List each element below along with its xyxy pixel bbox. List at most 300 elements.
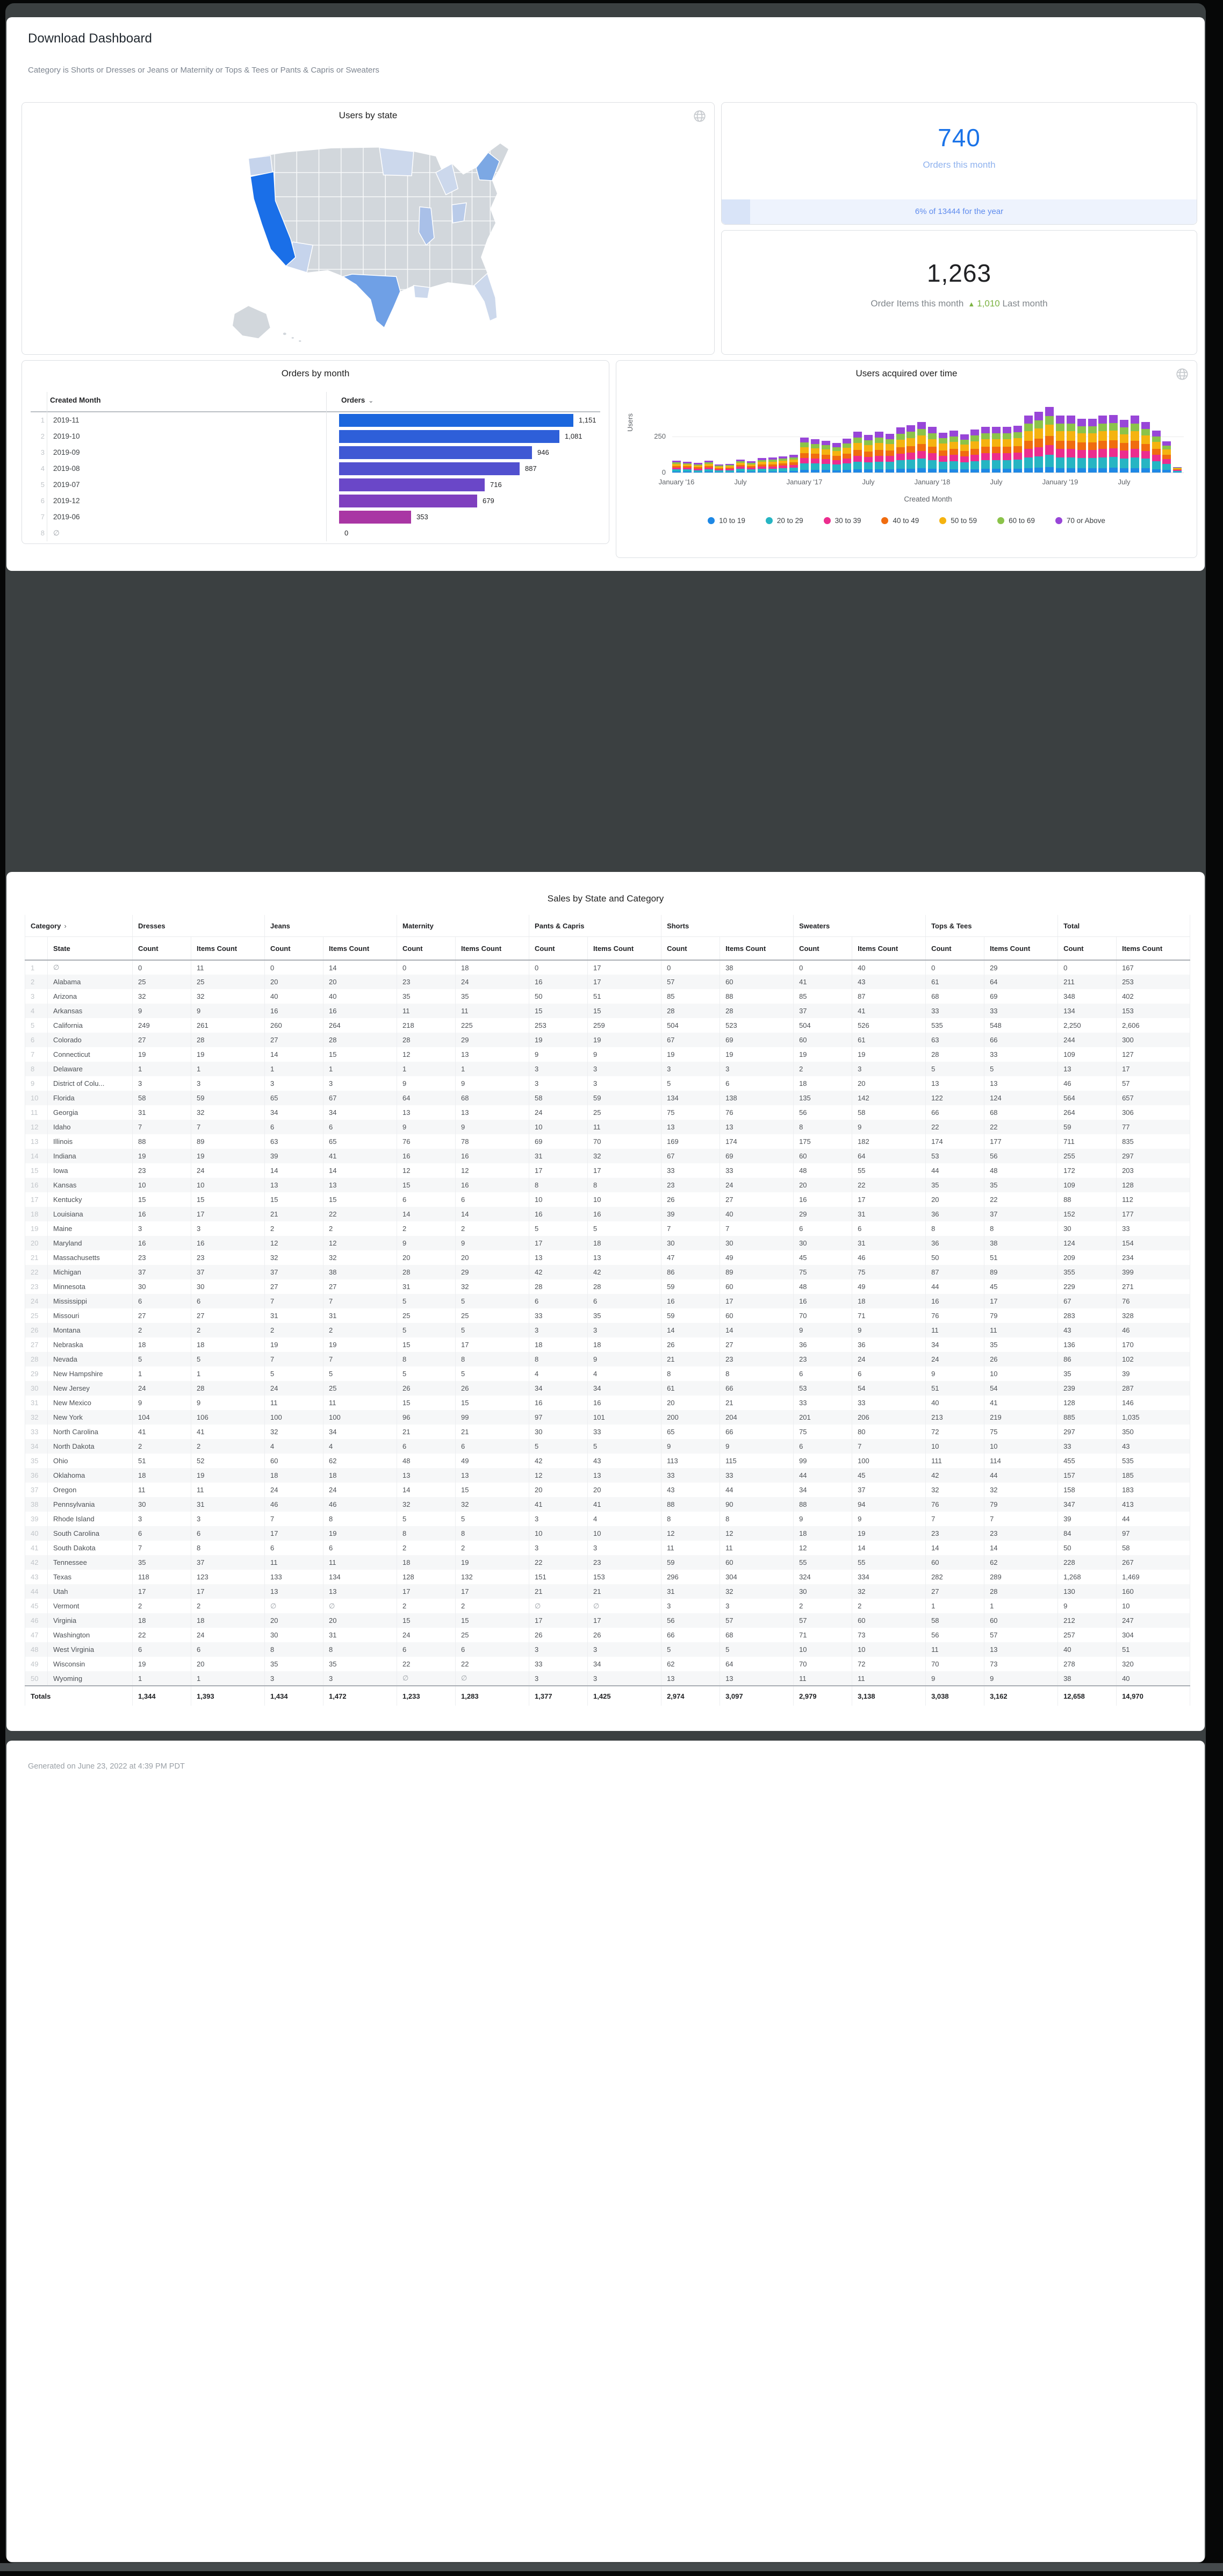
value-cell[interactable]: 14 (661, 1323, 720, 1337)
value-cell[interactable]: 33 (1117, 1221, 1190, 1236)
value-cell[interactable]: 14 (926, 1541, 984, 1555)
value-cell[interactable]: 20 (397, 1250, 456, 1265)
value-cell[interactable]: 35 (926, 1178, 984, 1192)
value-cell[interactable]: 10 (191, 1178, 265, 1192)
value-cell[interactable]: 6 (794, 1439, 852, 1454)
value-cell[interactable]: 41 (323, 1149, 397, 1163)
value-cell[interactable]: 19 (852, 1526, 926, 1541)
value-cell[interactable]: 6 (133, 1642, 191, 1657)
value-cell[interactable]: 15 (456, 1613, 529, 1628)
value-cell[interactable]: 28 (588, 1279, 661, 1294)
state-cell[interactable]: Ohio (48, 1454, 133, 1468)
value-cell[interactable]: 32 (456, 1497, 529, 1512)
stacked-bar-2017-05[interactable] (843, 439, 851, 473)
value-cell[interactable]: 24 (456, 975, 529, 989)
value-cell[interactable]: 4 (323, 1439, 397, 1454)
stacked-bar-2018-08[interactable] (1003, 427, 1011, 473)
value-cell[interactable]: 44 (720, 1483, 794, 1497)
value-cell[interactable]: 14 (323, 1163, 397, 1178)
stacked-bar-2017-07[interactable] (864, 435, 873, 473)
value-cell[interactable]: 3 (529, 1512, 588, 1526)
value-cell[interactable]: 306 (1117, 1105, 1190, 1120)
value-cell[interactable]: 304 (720, 1570, 794, 1584)
value-cell[interactable]: 46 (265, 1497, 323, 1512)
value-cell[interactable]: 13 (720, 1120, 794, 1134)
value-cell[interactable]: 183 (1117, 1483, 1190, 1497)
value-cell[interactable]: 23 (794, 1352, 852, 1366)
value-cell[interactable]: 6 (397, 1439, 456, 1454)
value-cell[interactable]: 23 (661, 1178, 720, 1192)
value-cell[interactable]: 40 (1058, 1642, 1117, 1657)
value-cell[interactable]: 9 (191, 1004, 265, 1018)
value-cell[interactable]: 34 (794, 1483, 852, 1497)
value-cell[interactable]: 15 (133, 1192, 191, 1207)
state-header[interactable]: State (48, 937, 133, 961)
value-cell[interactable]: 79 (984, 1497, 1058, 1512)
value-cell[interactable]: 34 (588, 1657, 661, 1671)
value-cell[interactable]: 50 (1058, 1541, 1117, 1555)
value-cell[interactable]: 2 (133, 1599, 191, 1613)
value-cell[interactable]: 63 (265, 1134, 323, 1149)
value-cell[interactable]: 174 (926, 1134, 984, 1149)
value-cell[interactable]: 9 (133, 1396, 191, 1410)
value-cell[interactable]: 142 (852, 1091, 926, 1105)
stacked-bar-2017-08[interactable] (875, 432, 883, 473)
legend-item[interactable] (708, 517, 745, 525)
created-month-cell[interactable]: ∅ (53, 529, 60, 537)
group-header-Total[interactable]: Total (1058, 915, 1190, 937)
value-cell[interactable]: 32 (323, 1250, 397, 1265)
value-cell[interactable]: 20 (323, 1613, 397, 1628)
value-cell[interactable]: 8 (720, 1366, 794, 1381)
value-cell[interactable]: 133 (265, 1570, 323, 1584)
value-cell[interactable]: 15 (323, 1047, 397, 1062)
value-cell[interactable]: 102 (1117, 1352, 1190, 1366)
value-cell[interactable]: 8 (397, 1352, 456, 1366)
value-cell[interactable]: 22 (926, 1120, 984, 1134)
value-cell[interactable]: 29 (984, 960, 1058, 975)
dresses-items-count-header[interactable]: Items Count (191, 937, 265, 961)
value-cell[interactable]: 14 (265, 1163, 323, 1178)
value-cell[interactable]: 28 (926, 1047, 984, 1062)
value-cell[interactable]: 134 (1058, 1004, 1117, 1018)
value-cell[interactable]: 328 (1117, 1308, 1190, 1323)
value-cell[interactable]: 5 (397, 1366, 456, 1381)
legend-item[interactable] (1055, 517, 1105, 525)
value-cell[interactable]: 14 (397, 1483, 456, 1497)
value-cell[interactable]: 20 (926, 1192, 984, 1207)
stacked-bar-2017-03[interactable] (822, 441, 830, 473)
value-cell[interactable]: 10 (984, 1366, 1058, 1381)
value-cell[interactable]: 13 (926, 1076, 984, 1091)
value-cell[interactable]: 11 (720, 1541, 794, 1555)
value-cell[interactable]: 0 (926, 960, 984, 975)
value-cell[interactable]: 99 (456, 1410, 529, 1425)
value-cell[interactable]: 7 (133, 1120, 191, 1134)
value-cell[interactable]: 31 (852, 1207, 926, 1221)
value-cell[interactable]: 151 (529, 1570, 588, 1584)
value-cell[interactable]: 6 (794, 1221, 852, 1236)
value-cell[interactable]: 175 (794, 1134, 852, 1149)
state-cell[interactable]: Oklahoma (48, 1468, 133, 1483)
value-cell[interactable]: 3 (588, 1062, 661, 1076)
value-cell[interactable]: ∅ (323, 1599, 397, 1613)
stacked-bar-2016-07[interactable] (736, 460, 745, 473)
value-cell[interactable]: 22 (852, 1178, 926, 1192)
value-cell[interactable]: 504 (794, 1018, 852, 1033)
value-cell[interactable]: 8 (191, 1541, 265, 1555)
value-cell[interactable]: 66 (720, 1425, 794, 1439)
value-cell[interactable]: 28 (323, 1033, 397, 1047)
value-cell[interactable]: 5 (529, 1221, 588, 1236)
value-cell[interactable]: 112 (1117, 1192, 1190, 1207)
value-cell[interactable]: 5 (133, 1352, 191, 1366)
value-cell[interactable]: 5 (661, 1642, 720, 1657)
value-cell[interactable]: 19 (133, 1047, 191, 1062)
value-cell[interactable]: 6 (265, 1541, 323, 1555)
value-cell[interactable]: 96 (397, 1410, 456, 1425)
value-cell[interactable]: 0 (661, 960, 720, 975)
created-month-cell[interactable]: 2019-12 (53, 497, 80, 505)
state-alaska[interactable] (232, 306, 270, 339)
value-cell[interactable]: 1 (191, 1062, 265, 1076)
value-cell[interactable]: 33 (984, 1004, 1058, 1018)
value-cell[interactable]: 3 (661, 1062, 720, 1076)
value-cell[interactable]: 5 (456, 1512, 529, 1526)
value-cell[interactable]: 27 (265, 1279, 323, 1294)
value-cell[interactable]: 20 (588, 1483, 661, 1497)
value-cell[interactable]: 90 (720, 1497, 794, 1512)
value-cell[interactable]: 27 (133, 1308, 191, 1323)
value-cell[interactable]: 38 (984, 1236, 1058, 1250)
value-cell[interactable]: 24 (265, 1483, 323, 1497)
value-cell[interactable]: 10 (529, 1192, 588, 1207)
value-cell[interactable]: 32 (265, 1250, 323, 1265)
value-cell[interactable]: 37 (265, 1265, 323, 1279)
value-cell[interactable]: 657 (1117, 1091, 1190, 1105)
value-cell[interactable]: 104 (133, 1410, 191, 1425)
value-cell[interactable]: 60 (720, 975, 794, 989)
value-cell[interactable]: 19 (794, 1047, 852, 1062)
value-cell[interactable]: 10 (588, 1526, 661, 1541)
value-cell[interactable]: 28 (397, 1265, 456, 1279)
value-cell[interactable]: 535 (1117, 1454, 1190, 1468)
value-cell[interactable]: 3 (265, 1671, 323, 1686)
value-cell[interactable]: 835 (1117, 1134, 1190, 1149)
value-cell[interactable]: 76 (926, 1308, 984, 1323)
value-cell[interactable]: 24 (265, 1381, 323, 1396)
value-cell[interactable]: 31 (397, 1279, 456, 1294)
value-cell[interactable]: 22 (456, 1657, 529, 1671)
value-cell[interactable]: 152 (1058, 1207, 1117, 1221)
value-cell[interactable]: 9 (529, 1047, 588, 1062)
value-cell[interactable]: 17 (191, 1584, 265, 1599)
group-header-Shorts[interactable]: Shorts (661, 915, 794, 937)
value-cell[interactable]: ∅ (588, 1599, 661, 1613)
value-cell[interactable]: 282 (926, 1570, 984, 1584)
stacked-bar-2016-03[interactable] (694, 463, 702, 473)
value-cell[interactable]: 31 (529, 1149, 588, 1163)
value-cell[interactable]: 37 (133, 1265, 191, 1279)
value-cell[interactable]: 12 (456, 1163, 529, 1178)
value-cell[interactable]: 157 (1058, 1468, 1117, 1483)
value-cell[interactable]: 77 (1117, 1120, 1190, 1134)
value-cell[interactable]: 43 (1058, 1323, 1117, 1337)
value-cell[interactable]: 3 (529, 1671, 588, 1686)
value-cell[interactable]: 9 (397, 1120, 456, 1134)
value-cell[interactable]: 33 (529, 1308, 588, 1323)
value-cell[interactable]: 174 (720, 1134, 794, 1149)
pants-capris-items-count-header[interactable]: Items Count (588, 937, 661, 961)
value-cell[interactable]: 40 (720, 1207, 794, 1221)
state-cell[interactable]: Kentucky (48, 1192, 133, 1207)
stacked-bar-2016-11[interactable] (779, 456, 787, 473)
value-cell[interactable]: 17 (265, 1526, 323, 1541)
value-cell[interactable]: 71 (852, 1308, 926, 1323)
value-cell[interactable]: 35 (133, 1555, 191, 1570)
value-cell[interactable]: 17 (456, 1584, 529, 1599)
state-cell[interactable]: Michigan (48, 1265, 133, 1279)
value-cell[interactable]: 6 (852, 1366, 926, 1381)
value-cell[interactable]: 27 (720, 1337, 794, 1352)
created-month-cell[interactable]: 2019-11 (53, 416, 80, 424)
state-cell[interactable]: South Dakota (48, 1541, 133, 1555)
value-cell[interactable]: 30 (1058, 1221, 1117, 1236)
state-cell[interactable]: Florida (48, 1091, 133, 1105)
value-cell[interactable]: 20 (852, 1076, 926, 1091)
state-cell[interactable]: Missouri (48, 1308, 133, 1323)
value-cell[interactable]: 32 (191, 1105, 265, 1120)
value-cell[interactable]: 4 (265, 1439, 323, 1454)
value-cell[interactable]: 17 (984, 1294, 1058, 1308)
value-cell[interactable]: 1 (456, 1062, 529, 1076)
value-cell[interactable]: 19 (133, 1149, 191, 1163)
value-cell[interactable]: 128 (1117, 1178, 1190, 1192)
value-cell[interactable]: 27 (720, 1192, 794, 1207)
orders-bar[interactable] (339, 478, 485, 491)
stacked-bar-2018-10[interactable] (1024, 416, 1033, 473)
value-cell[interactable]: 12 (323, 1236, 397, 1250)
value-cell[interactable]: 7 (265, 1352, 323, 1366)
value-cell[interactable]: 59 (661, 1555, 720, 1570)
value-cell[interactable]: 9 (794, 1512, 852, 1526)
value-cell[interactable]: 6 (456, 1192, 529, 1207)
value-cell[interactable]: 20 (323, 975, 397, 989)
value-cell[interactable]: 60 (852, 1613, 926, 1628)
value-cell[interactable]: 31 (133, 1105, 191, 1120)
value-cell[interactable]: 6 (529, 1294, 588, 1308)
sweaters-items-count-header[interactable]: Items Count (852, 937, 926, 961)
value-cell[interactable]: 58 (926, 1613, 984, 1628)
value-cell[interactable]: 86 (661, 1265, 720, 1279)
value-cell[interactable]: 41 (529, 1497, 588, 1512)
value-cell[interactable]: 21 (529, 1584, 588, 1599)
value-cell[interactable]: 66 (661, 1628, 720, 1642)
value-cell[interactable]: 135 (794, 1091, 852, 1105)
value-cell[interactable]: 25 (323, 1381, 397, 1396)
state-cell[interactable]: Pennsylvania (48, 1497, 133, 1512)
value-cell[interactable]: 13 (661, 1671, 720, 1686)
value-cell[interactable]: 54 (852, 1381, 926, 1396)
value-cell[interactable]: 46 (323, 1497, 397, 1512)
value-cell[interactable]: 11 (456, 1004, 529, 1018)
value-cell[interactable]: 33 (1058, 1439, 1117, 1454)
value-cell[interactable]: 35 (456, 989, 529, 1004)
value-cell[interactable]: 21 (265, 1207, 323, 1221)
value-cell[interactable]: 75 (661, 1105, 720, 1120)
value-cell[interactable]: 57 (1117, 1076, 1190, 1091)
value-cell[interactable]: 15 (397, 1613, 456, 1628)
value-cell[interactable]: 33 (661, 1468, 720, 1483)
value-cell[interactable]: 1,469 (1117, 1570, 1190, 1584)
value-cell[interactable]: 7 (191, 1120, 265, 1134)
value-cell[interactable]: 30 (133, 1279, 191, 1294)
value-cell[interactable]: 33 (588, 1425, 661, 1439)
value-cell[interactable]: 13 (456, 1468, 529, 1483)
value-cell[interactable]: 5 (323, 1366, 397, 1381)
value-cell[interactable]: 8 (529, 1352, 588, 1366)
value-cell[interactable]: 2 (323, 1323, 397, 1337)
state-louisiana[interactable] (414, 285, 430, 298)
value-cell[interactable]: 234 (1117, 1250, 1190, 1265)
value-cell[interactable]: 106 (191, 1410, 265, 1425)
value-cell[interactable]: 31 (323, 1628, 397, 1642)
value-cell[interactable]: 2 (133, 1439, 191, 1454)
value-cell[interactable]: 43 (661, 1483, 720, 1497)
value-cell[interactable]: 55 (852, 1555, 926, 1570)
value-cell[interactable]: 13 (323, 1178, 397, 1192)
value-cell[interactable]: 28 (397, 1033, 456, 1047)
value-cell[interactable]: 33 (794, 1396, 852, 1410)
value-cell[interactable]: 37 (984, 1207, 1058, 1221)
stacked-bar-2016-12[interactable] (789, 455, 798, 473)
value-cell[interactable]: 26 (397, 1381, 456, 1396)
value-cell[interactable]: 16 (323, 1004, 397, 1018)
value-cell[interactable]: 25 (588, 1105, 661, 1120)
sweaters-count-header[interactable]: Count (794, 937, 852, 961)
value-cell[interactable]: 75 (852, 1265, 926, 1279)
value-cell[interactable]: 6 (397, 1642, 456, 1657)
value-cell[interactable]: 11 (926, 1642, 984, 1657)
value-cell[interactable]: 3 (720, 1062, 794, 1076)
value-cell[interactable]: 32 (456, 1279, 529, 1294)
value-cell[interactable]: 1 (133, 1366, 191, 1381)
value-cell[interactable]: 11 (397, 1004, 456, 1018)
state-cell[interactable]: New York (48, 1410, 133, 1425)
value-cell[interactable]: 23 (133, 1163, 191, 1178)
value-cell[interactable]: 7 (852, 1439, 926, 1454)
value-cell[interactable]: 9 (720, 1439, 794, 1454)
value-cell[interactable]: 5 (720, 1642, 794, 1657)
value-cell[interactable]: 3 (588, 1076, 661, 1091)
value-cell[interactable]: 114 (984, 1454, 1058, 1468)
value-cell[interactable]: 2 (191, 1323, 265, 1337)
value-cell[interactable]: 32 (852, 1584, 926, 1599)
state-cell[interactable]: New Jersey (48, 1381, 133, 1396)
value-cell[interactable]: ∅ (529, 1599, 588, 1613)
value-cell[interactable]: 41 (133, 1425, 191, 1439)
value-cell[interactable]: 18 (265, 1468, 323, 1483)
value-cell[interactable]: 41 (852, 1004, 926, 1018)
group-header-Maternity[interactable]: Maternity (397, 915, 529, 937)
value-cell[interactable]: 118 (133, 1570, 191, 1584)
created-month-cell[interactable]: 2019-09 (53, 448, 80, 456)
total-count-header[interactable]: Count (1058, 937, 1117, 961)
value-cell[interactable]: 36 (794, 1337, 852, 1352)
state-cell[interactable]: Maine (48, 1221, 133, 1236)
value-cell[interactable]: 17 (529, 1613, 588, 1628)
stacked-bar-2017-04[interactable] (832, 443, 841, 473)
stacked-bar-2017-01[interactable] (800, 438, 809, 473)
value-cell[interactable]: 22 (133, 1628, 191, 1642)
value-cell[interactable]: 41 (588, 1497, 661, 1512)
value-cell[interactable]: 16 (133, 1207, 191, 1221)
value-cell[interactable]: 70 (794, 1308, 852, 1323)
value-cell[interactable]: 115 (720, 1454, 794, 1468)
value-cell[interactable]: 17 (397, 1584, 456, 1599)
orders-bar[interactable] (339, 430, 559, 443)
value-cell[interactable]: 2 (456, 1221, 529, 1236)
value-cell[interactable]: 564 (1058, 1091, 1117, 1105)
stacked-bar-2019-06[interactable] (1109, 415, 1118, 473)
value-cell[interactable]: 264 (1058, 1105, 1117, 1120)
value-cell[interactable]: 19 (323, 1526, 397, 1541)
state-cell[interactable]: Georgia (48, 1105, 133, 1120)
group-header-Pants & Capris[interactable]: Pants & Capris (529, 915, 661, 937)
value-cell[interactable]: 23 (588, 1555, 661, 1570)
value-cell[interactable]: 6 (191, 1642, 265, 1657)
value-cell[interactable]: 32 (984, 1483, 1058, 1497)
value-cell[interactable]: 260 (265, 1018, 323, 1033)
value-cell[interactable]: 32 (588, 1149, 661, 1163)
value-cell[interactable]: 39 (265, 1149, 323, 1163)
value-cell[interactable]: 24 (529, 1105, 588, 1120)
value-cell[interactable]: 88 (661, 1497, 720, 1512)
value-cell[interactable]: 4 (588, 1366, 661, 1381)
value-cell[interactable]: 28 (661, 1004, 720, 1018)
value-cell[interactable]: 3 (529, 1541, 588, 1555)
stacked-bar-2016-09[interactable] (758, 458, 766, 473)
value-cell[interactable]: 70 (926, 1657, 984, 1671)
value-cell[interactable]: 17 (588, 1613, 661, 1628)
value-cell[interactable]: 21 (661, 1352, 720, 1366)
legend-item[interactable] (766, 517, 803, 525)
value-cell[interactable]: 43 (1117, 1439, 1190, 1454)
value-cell[interactable]: 402 (1117, 989, 1190, 1004)
value-cell[interactable]: 61 (926, 975, 984, 989)
value-cell[interactable]: 0 (133, 960, 191, 975)
value-cell[interactable]: 60 (926, 1555, 984, 1570)
value-cell[interactable]: 1 (191, 1671, 265, 1686)
value-cell[interactable]: 253 (529, 1018, 588, 1033)
value-cell[interactable]: 229 (1058, 1279, 1117, 1294)
value-cell[interactable]: 24 (191, 1163, 265, 1178)
value-cell[interactable]: 249 (133, 1018, 191, 1033)
value-cell[interactable]: 7 (133, 1541, 191, 1555)
value-cell[interactable]: 19 (191, 1047, 265, 1062)
value-cell[interactable]: 5 (265, 1366, 323, 1381)
value-cell[interactable]: 11 (926, 1323, 984, 1337)
value-cell[interactable]: 76 (720, 1105, 794, 1120)
value-cell[interactable]: 3 (661, 1599, 720, 1613)
value-cell[interactable]: 30 (794, 1236, 852, 1250)
value-cell[interactable]: 455 (1058, 1454, 1117, 1468)
value-cell[interactable]: 40 (1117, 1671, 1190, 1686)
value-cell[interactable]: 18 (588, 1337, 661, 1352)
state-cell[interactable]: Arizona (48, 989, 133, 1004)
state-cell[interactable]: Colorado (48, 1033, 133, 1047)
value-cell[interactable]: 28 (720, 1004, 794, 1018)
